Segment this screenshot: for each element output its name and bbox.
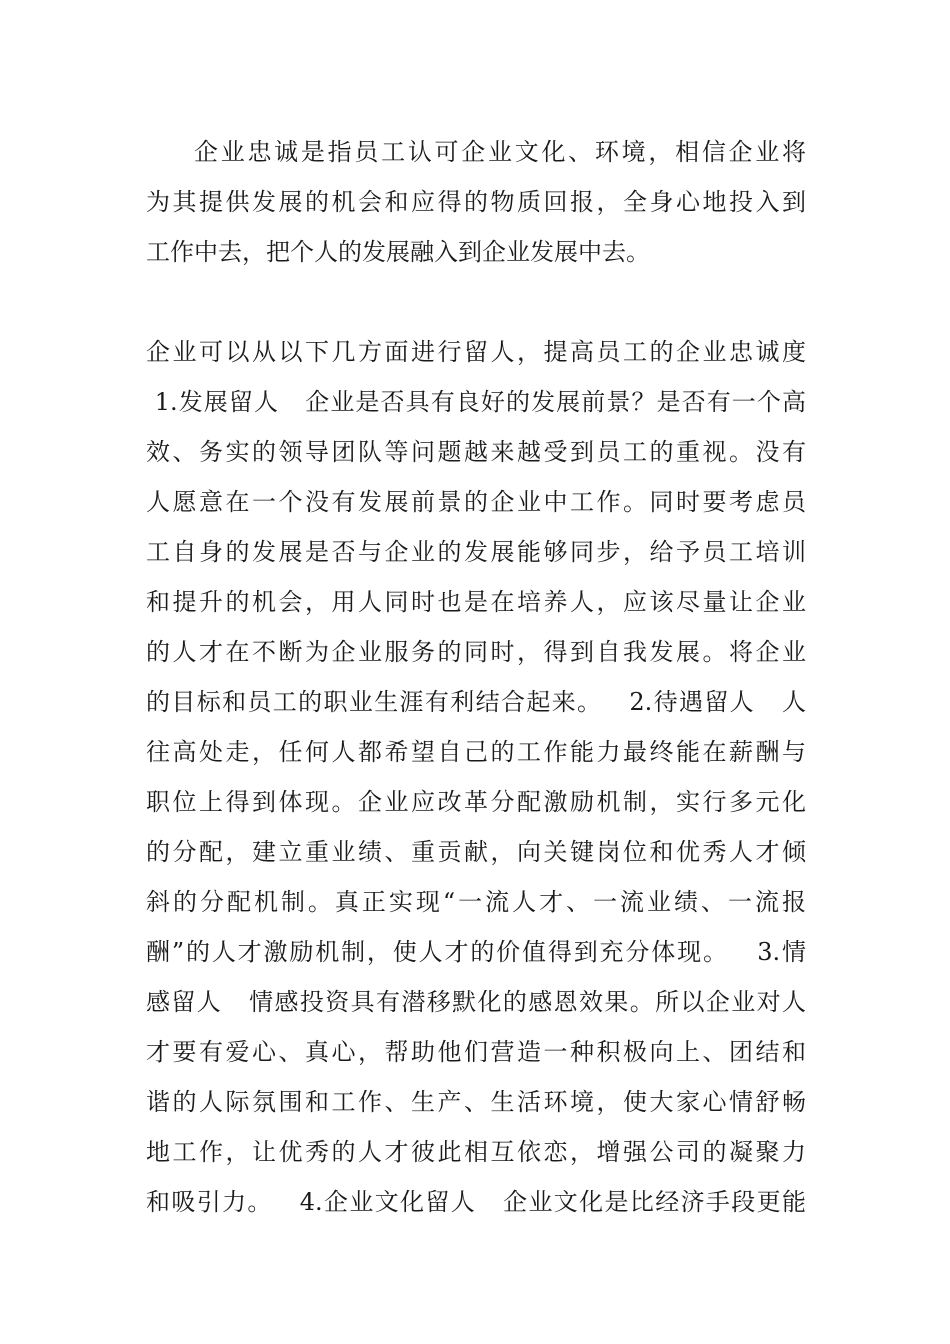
paragraph-line: 的分配，建立重业绩、重贡献，向关键岗位和优秀人才倾: [146, 838, 806, 866]
paragraph-line: 感留人 情感投资具有潜移默化的感恩效果。所以企业对人: [146, 988, 806, 1016]
paragraph-line: 企业可以从以下几方面进行留人，提高员工的企业忠诚度: [146, 338, 806, 366]
paragraph-line: 酬”的人才激励机制，使人才的价值得到充分体现。 3.情: [146, 938, 806, 966]
paragraph-line: 企业忠诚是指员工认可企业文化、环境，相信企业将: [194, 138, 806, 166]
paragraph-line: 才要有爱心、真心，帮助他们营造一种积极向上、团结和: [146, 1038, 806, 1066]
paragraph-retention-methods: [146, 327, 806, 1227]
paragraph-line: 往高处走，任何人都希望自己的工作能力最终能在薪酬与: [146, 738, 806, 766]
paragraph-line: 谐的人际氛围和工作、生产、生活环境，使大家心情舒畅: [146, 1088, 806, 1116]
paragraph-line: 效、务实的领导团队等问题越来越受到员工的重视。没有: [146, 438, 806, 466]
paragraph-line: 的人才在不断为企业服务的同时，得到自我发展。将企业: [146, 638, 806, 666]
paragraph-loyalty-definition: [146, 127, 806, 277]
paragraph-line: 为其提供发展的机会和应得的物质回报，全身心地投入到: [146, 188, 806, 216]
paragraph-line: 和提升的机会，用人同时也是在培养人，应该尽量让企业: [146, 588, 806, 616]
paragraph-line: 工自身的发展是否与企业的发展能够同步，给予员工培训: [146, 538, 806, 566]
paragraph-line: 1.发展留人 企业是否具有良好的发展前景？是否有一个高: [146, 388, 806, 416]
paragraph-line: 人愿意在一个没有发展前景的企业中工作。同时要考虑员: [146, 488, 806, 516]
paragraph-line: 的目标和员工的职业生涯有利结合起来。 2.待遇留人 人: [146, 688, 806, 716]
paragraph-line: 斜的分配机制。真正实现“一流人才、一流业绩、一流报: [146, 888, 806, 916]
paragraph-line: 和吸引力。 4.企业文化留人 企业文化是比经济手段更能: [146, 1188, 806, 1216]
paragraph-line: 职位上得到体现。企业应改革分配激励机制，实行多元化: [146, 788, 806, 816]
paragraph-line: 地工作，让优秀的人才彼此相互依恋，增强公司的凝聚力: [146, 1138, 806, 1166]
paragraph-line: 工作中去，把个人的发展融入到企业发展中去。: [146, 238, 650, 266]
